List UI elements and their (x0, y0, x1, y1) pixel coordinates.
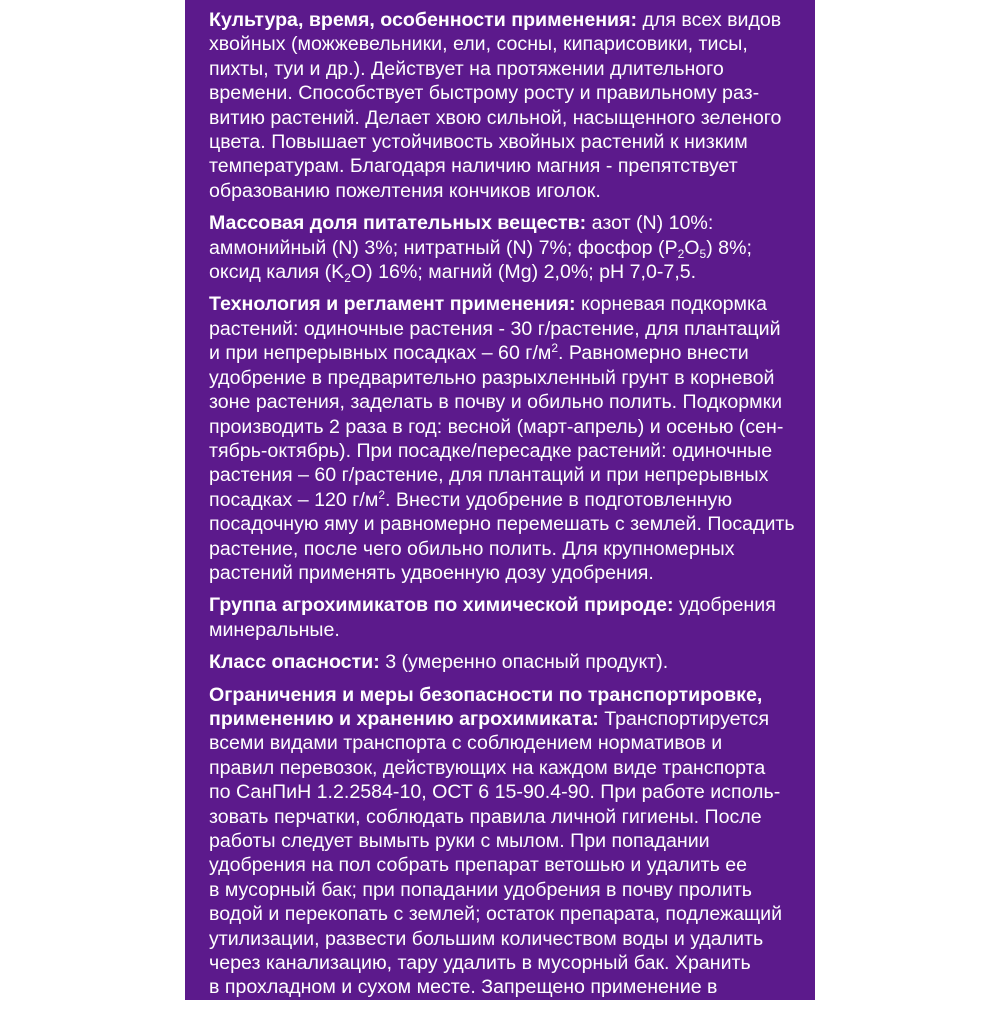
text-fragment: аммонийный (N) 3%; нитратный (N) 7%; фосфор (P (209, 236, 678, 259)
text-fragment: . Внести удобрение в подготовленную (385, 488, 733, 511)
text-line (209, 650, 799, 674)
text-line: через канализацию, тару удалить в мусорный бак. Хранить (209, 952, 751, 975)
text-line: удобрения на пол собрать препарат ветошью и удалить ее (209, 854, 748, 877)
text-fragment: O) 16%; магний (Mg) 2,0%; pH 7,0-7,5. (350, 261, 697, 284)
text-line: растения – 60 г/растение, для плантаций и при непрерывных (209, 464, 769, 487)
text-line: растений: одиночные растения - 30 г/растение, для плантаций (209, 317, 781, 340)
text-line: времени. Способствует быстрому росту и правильному раз- (209, 82, 760, 105)
text-line: водой и перекопать с землей; остаток препарата, подлежащий (209, 903, 783, 926)
text-line: по СанПиН 1.2.2584-10, ОСТ 6 15-90.4-90. При работе исполь- (209, 781, 781, 804)
subscript: 2 (344, 271, 351, 286)
text-line: витию растений. Делает хвою сильной, насыщенного зеленого (209, 106, 782, 129)
text-line: минеральные. (209, 618, 340, 641)
text-line: удобрение в предварительно разрыхленный грунт в корневой (209, 366, 775, 389)
text-line: пихты, туи и др.). Действует на протяжении длительного (209, 57, 724, 80)
section-group (209, 593, 799, 642)
text-line (209, 236, 799, 260)
section-technology (209, 292, 799, 585)
text-fragment: посадках – 120 г/м (209, 488, 379, 511)
text-fragment: . Равномерно внести (558, 342, 749, 365)
section-nutrients (209, 211, 799, 284)
text-line (209, 707, 799, 731)
text-line: растение, после чего обильно полить. Для крупномерных (209, 537, 735, 560)
text-line: образованию пожелтения кончиков иголок. (209, 179, 601, 202)
text-line: растений применять удвоенную дозу удобрения. (209, 561, 654, 584)
text-line (209, 211, 799, 235)
subscript: 2 (677, 246, 685, 261)
section-heading: Класс опасности: (209, 651, 380, 674)
text-line: производить 2 раза в год: весной (март-апрель) и осенью (сен- (209, 415, 784, 438)
text-line: в мусорный бак; при попадании удобрения в почву пролить (209, 878, 752, 901)
text-line (209, 683, 799, 707)
text-line: правил перевозок, действующих на каждом виде транспорта (209, 756, 766, 779)
section-heading: Группа агрохимикатов по химической природе: (209, 594, 674, 617)
section-heading: Технология и регламент применения: (209, 293, 576, 316)
text-line: водоохраной зоне водных объектов. (209, 1000, 541, 1023)
text-line: утилизации, развести большим количеством воды и удалить (209, 927, 764, 950)
section-hazard-class (209, 650, 799, 674)
text-fragment: оксид калия (K (209, 261, 345, 284)
text-line: работы следует вымыть руки с мылом. При попадании (209, 830, 710, 852)
text-line: всеми видами транспорта с соблюдением нормативов и (209, 732, 723, 755)
text-fragment: 3 (умеренно опасный продукт). (379, 651, 669, 674)
superscript: 2 (378, 487, 385, 502)
section-culture (209, 8, 799, 203)
text-line: тябрь-октябрь). При посадке/пересадке растений: одиночные (209, 439, 773, 462)
text-line (209, 292, 799, 316)
superscript: 2 (551, 341, 559, 356)
text-line (209, 593, 799, 617)
text-fragment: корневая подкормка (575, 293, 767, 316)
text-line (209, 260, 799, 284)
section-heading: Культура, время, особенности применения: (209, 9, 638, 31)
section-safety (209, 683, 799, 1024)
section-heading: применению и хранению агрохимиката: (209, 707, 599, 730)
text-fragment: Транспортируется (598, 707, 770, 730)
text-fragment: удобрения (673, 594, 776, 617)
text-line: цвета. Повышает устойчивость хвойных растений к низким (209, 131, 748, 154)
instructions-panel (185, 0, 815, 1023)
text-line: посадочную яму и равномерно перемешать с землей. Посадить (209, 513, 795, 536)
section-heading: Массовая доля питательных веществ: (209, 212, 587, 235)
text-fragment: O (684, 236, 700, 259)
text-line: зовать перчатки, соблюдать правила личной гигиены. После (209, 805, 762, 828)
text-fragment: и при непрерывных посадках – 60 г/м (209, 342, 552, 365)
text-line (209, 8, 799, 32)
text-line: в прохладном и сухом месте. Запрещено применение в (209, 976, 718, 999)
text-line: температурам. Благодаря наличию магния - препятствует (209, 155, 738, 178)
text-line (209, 488, 799, 512)
subscript: 5 (699, 246, 707, 261)
text-fragment: ) 8%; (706, 236, 752, 259)
text-line: зоне растения, заделать в почву и обильно полить. Подкормки (209, 391, 783, 414)
section-heading: Ограничения и меры безопасности по транспортировке, (209, 683, 763, 706)
text-fragment: азот (N) 10%: (586, 212, 714, 235)
text-fragment: для всех видов (637, 9, 782, 31)
text-line (209, 341, 799, 365)
text-line: хвойных (можжевельники, ели, сосны, кипарисовики, тисы, (209, 33, 748, 56)
